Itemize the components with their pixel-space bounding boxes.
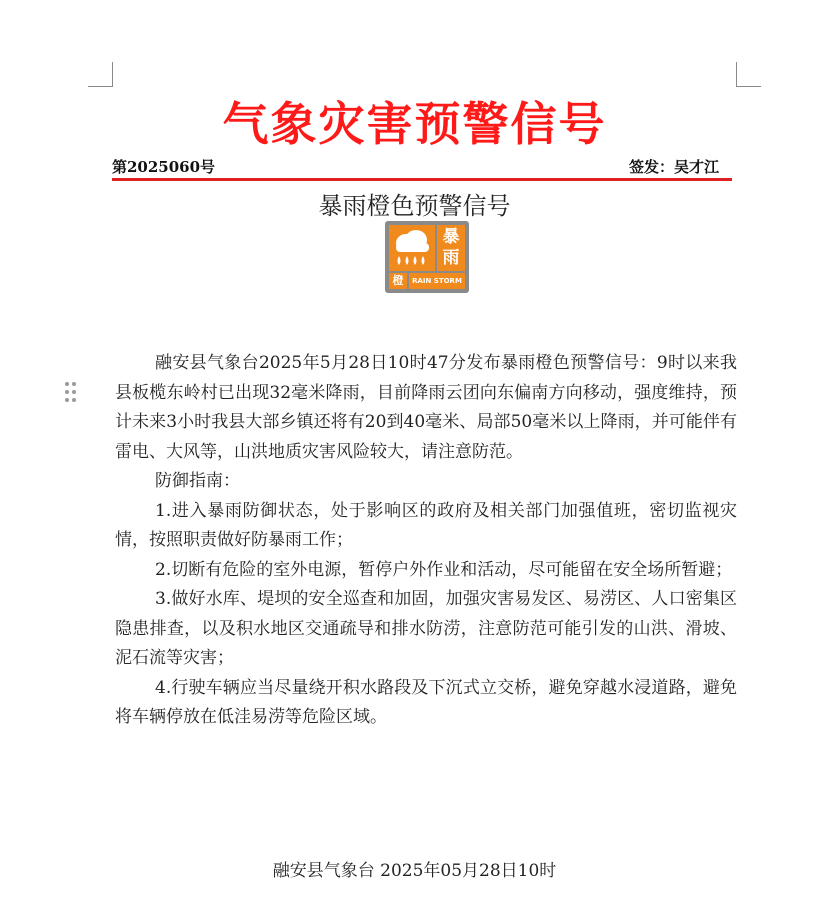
paragraph-intro: 融安县气象台2025年5月28日10时47分发布暴雨橙色预警信号：9时以来我县板榄东岭村已出现32毫米降雨，目前降雨云团向东偏南方向移动，强度维持，预计未来3小时我县大部乡镇还将有20到40毫米、局部50毫米以上降雨，并可能伴有雷电、大风等，山洪地质灾害风险较大，请注意防范。 <box>115 353 737 462</box>
warning-title: 暴雨橙色预警信号 <box>318 192 511 220</box>
document-number: 第2025060号 <box>112 158 216 176</box>
issuer-footer: 融安县气象台 2025年05月28日10时 <box>272 861 557 881</box>
document-headline: 气象灾害预警信号 <box>222 97 607 151</box>
paragraph-guide-2: 2.切断有危险的室外电源，暂停户外作业和活动，尽可能留在安全场所暂避； <box>155 559 733 580</box>
paragraph-guide-4: 4.行驶车辆应当尽量绕开积水路段及下沉式立交桥，避免穿越水浸道路，避免将车辆停放在低洼易涝等危险区域。 <box>115 677 737 727</box>
paragraph-guide-3: 3.做好水库、堤坝的安全巡查和加固，加强灾害易发区、易涝区、人口密集区隐患排查，以及积水地区交通疏导和排水防涝，注意防范可能引发的山洪、滑坡、泥石流等灾害； <box>115 589 737 668</box>
warning-body <box>115 349 737 733</box>
page-corner-mark-top-right <box>736 62 761 87</box>
signer: 签发：吴才江 <box>628 158 719 176</box>
cloud-rain-icon <box>389 225 435 271</box>
warning-icon-chars: 暴 雨 <box>437 225 465 271</box>
red-divider-line <box>112 178 732 181</box>
drag-handle-icon[interactable] <box>64 381 78 403</box>
paragraph-guide-heading: 防御指南： <box>155 471 240 491</box>
paragraph-guide-1: 1.进入暴雨防御状态，处于影响区的政府及相关部门加强值班，密切监视灾情，按照职责做好防暴雨工作； <box>115 500 737 550</box>
warning-icon-color-char: 橙 <box>389 273 407 289</box>
rainstorm-orange-icon <box>385 221 469 293</box>
warning-icon-english: RAIN STORM <box>409 273 465 289</box>
page-corner-mark-top-left <box>88 62 113 87</box>
